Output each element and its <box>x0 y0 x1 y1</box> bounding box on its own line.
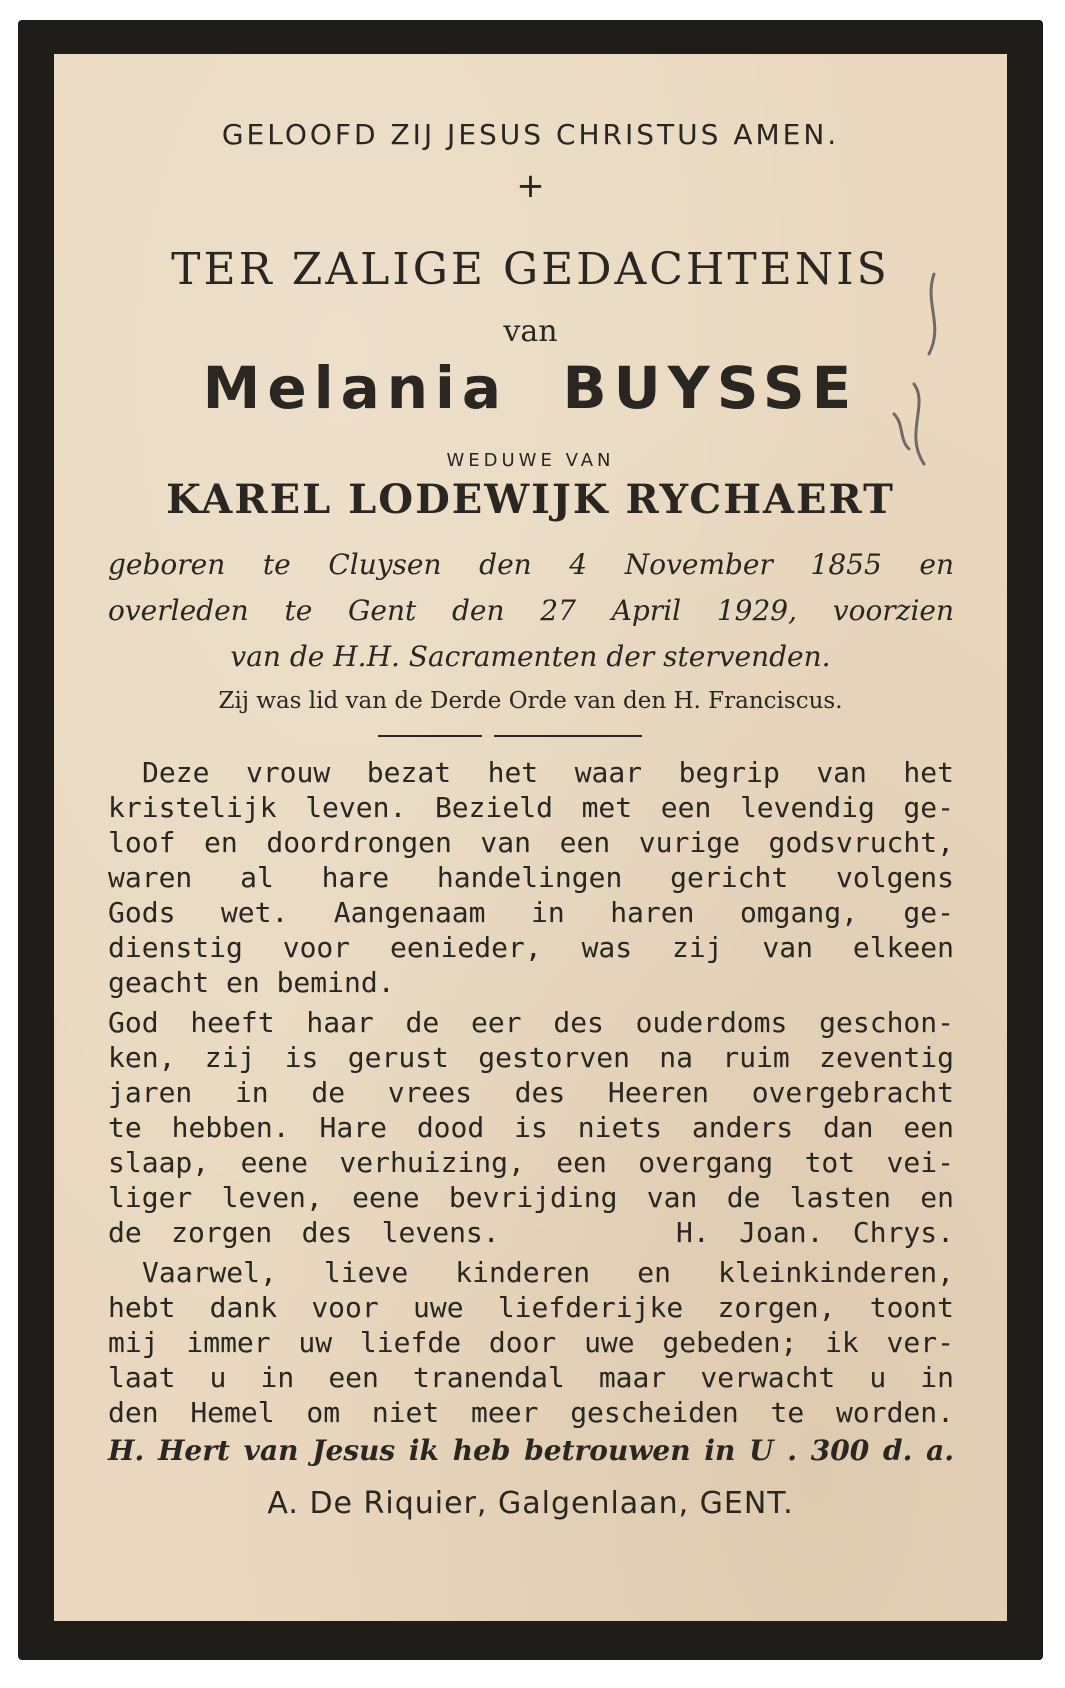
paragraph-line: mij immer uw liefde door uwe gebeden; ik ver- <box>108 1326 954 1359</box>
paragraph-line: laat u in een tranendal maar verwacht u in <box>108 1361 954 1394</box>
birth-line: geboren te Cluysen den 4 November 1855 en <box>108 548 954 581</box>
printer-imprint: A. De Riquier, Galgenlaan, GENT. <box>267 1486 794 1521</box>
paragraph-line: dienstig voor eenieder, was zij van elkeen <box>108 931 954 964</box>
divider-right <box>494 735 642 737</box>
paragraph-line: slaap, eene verhuizing, een overgang tot vei- <box>108 1146 954 1179</box>
paragraph-line: loof en doordrongen van een vurige godsvrucht, <box>108 826 954 859</box>
paragraph-line: de zorgen des levens. H. Joan. Chrys. <box>108 1216 954 1249</box>
paragraph-line: liger leven, eene bevrijding van de lasten en <box>108 1181 954 1214</box>
paragraph-line: Gods wet. Aangenaam in haren omgang, ge- <box>108 896 954 929</box>
deceased-name: Melania BUYSSE <box>202 354 859 422</box>
closing-prayer: H. Hert van Jesus ik heb betrouwen in U . 300 d. a. <box>108 1434 954 1467</box>
divider-left <box>378 735 482 737</box>
sacraments-line: van de H.H. Sacramenten der stervenden. <box>230 640 831 673</box>
paragraph-line: kristelijk leven. Bezield met een levendig ge- <box>108 791 954 824</box>
paragraph-line: geacht en bemind. <box>108 966 395 999</box>
paragraph-line: Deze vrouw bezat het waar begrip van het <box>142 756 954 789</box>
widow-of-label: WEDUWE VAN <box>446 450 615 471</box>
memorial-title: TER ZALIGE GEDACHTENIS <box>171 244 890 295</box>
paragraph-line: God heeft haar de eer des ouderdoms geschon- <box>108 1006 954 1039</box>
pencil-annotation-icon <box>874 264 964 474</box>
paragraph-line: waren al hare handelingen gericht volgens <box>108 861 954 894</box>
cross-icon: + <box>516 166 545 206</box>
third-order-line: Zij was lid van de Derde Orde van den H. Franciscus. <box>218 688 843 714</box>
paragraph-line: ken, zij is gerust gestorven na ruim zeventig <box>108 1041 954 1074</box>
van-label: van <box>503 314 558 349</box>
card-paper <box>54 54 1007 1621</box>
paragraph-line: hebt dank voor uwe liefderijke zorgen, toont <box>108 1291 954 1324</box>
husband-name: KAREL LODEWIJK RYCHAERT <box>166 476 895 523</box>
paragraph-line: te hebben. Hare dood is niets anders dan een <box>108 1111 954 1144</box>
death-line: overleden te Gent den 27 April 1929, voorzien <box>108 594 954 627</box>
paragraph-line: jaren in de vrees des Heeren overgebracht <box>108 1076 954 1109</box>
paragraph-line: Vaarwel, lieve kinderen en kleinkinderen, <box>142 1256 954 1289</box>
header-line: GELOOFD ZIJ JESUS CHRISTUS AMEN. <box>221 118 840 151</box>
memorial-card <box>18 20 1043 1660</box>
paragraph-line: den Hemel om niet meer gescheiden te worden. <box>108 1396 954 1429</box>
